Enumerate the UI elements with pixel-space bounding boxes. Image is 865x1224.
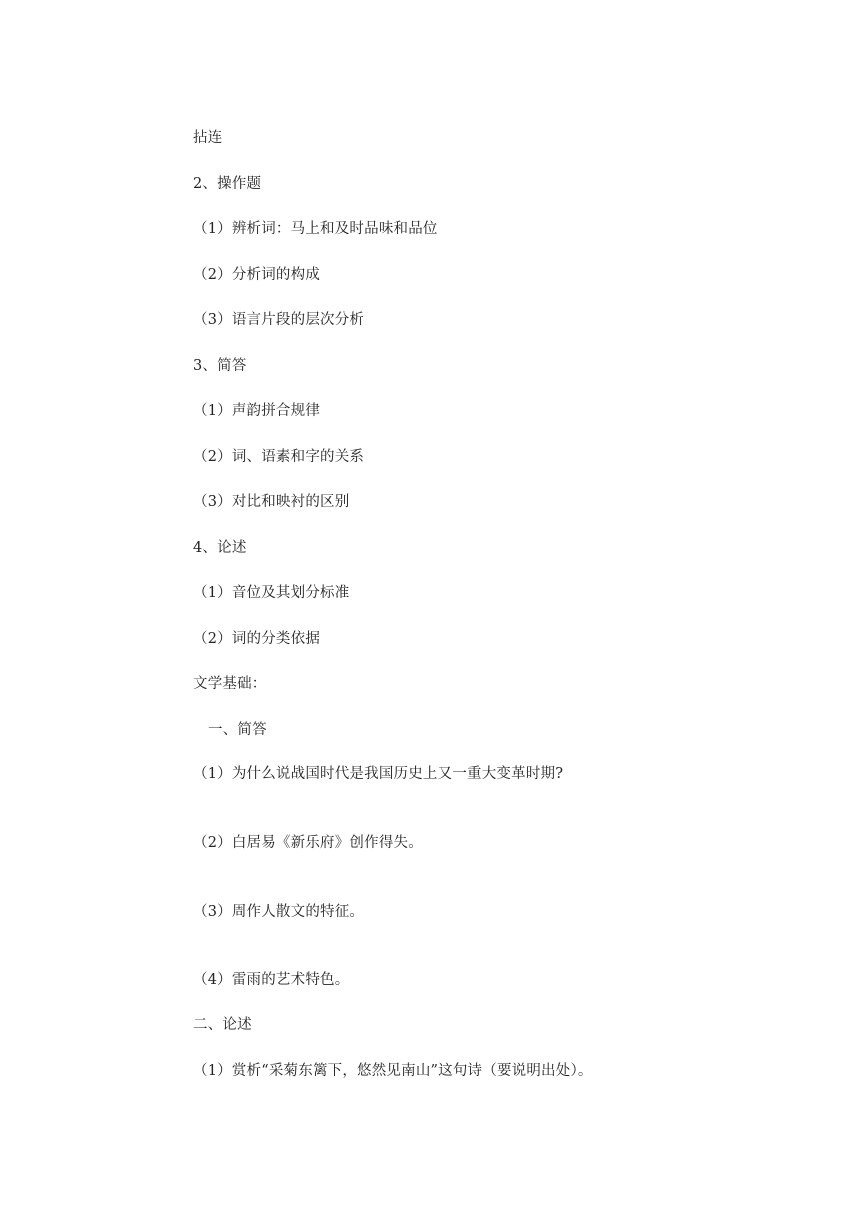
text-line: （1）为什么说战国时代是我国历史上又一重大变革时期? — [193, 766, 564, 782]
text-line: （4）雷雨的艺术特色。 — [193, 972, 350, 988]
text-line: （2）词的分类依据 — [193, 631, 321, 647]
subsection-heading: 二、论述 — [193, 1017, 252, 1033]
text-line: （3）对比和映衬的区别 — [193, 494, 350, 510]
text-line: （1）音位及其划分标准 — [193, 585, 350, 601]
text-line: （3）周作人散文的特征。 — [193, 904, 365, 920]
section-heading: 3、简答 — [193, 358, 247, 374]
text-line: （2）分析词的构成 — [193, 267, 321, 283]
section-heading: 2、操作题 — [193, 176, 262, 192]
text-line: （1）辨析词：马上和及时品味和品位 — [193, 221, 438, 237]
section-heading: 4、论述 — [193, 540, 247, 556]
subsection-heading: 一、简答 — [208, 722, 267, 738]
text-line: （2）白居易《新乐府》创作得失。 — [193, 835, 423, 851]
text-line: （1）声韵拼合规律 — [193, 403, 321, 419]
section-heading: 文学基础： — [193, 676, 267, 692]
text-line: （3）语言片段的层次分析 — [193, 312, 365, 328]
text-line: （2）词、语素和字的关系 — [193, 449, 365, 465]
text-line: 拈连 — [193, 130, 223, 146]
text-line: （1）赏析“采菊东篱下，悠然见南山”这句诗（要说明出处）。 — [193, 1063, 593, 1079]
